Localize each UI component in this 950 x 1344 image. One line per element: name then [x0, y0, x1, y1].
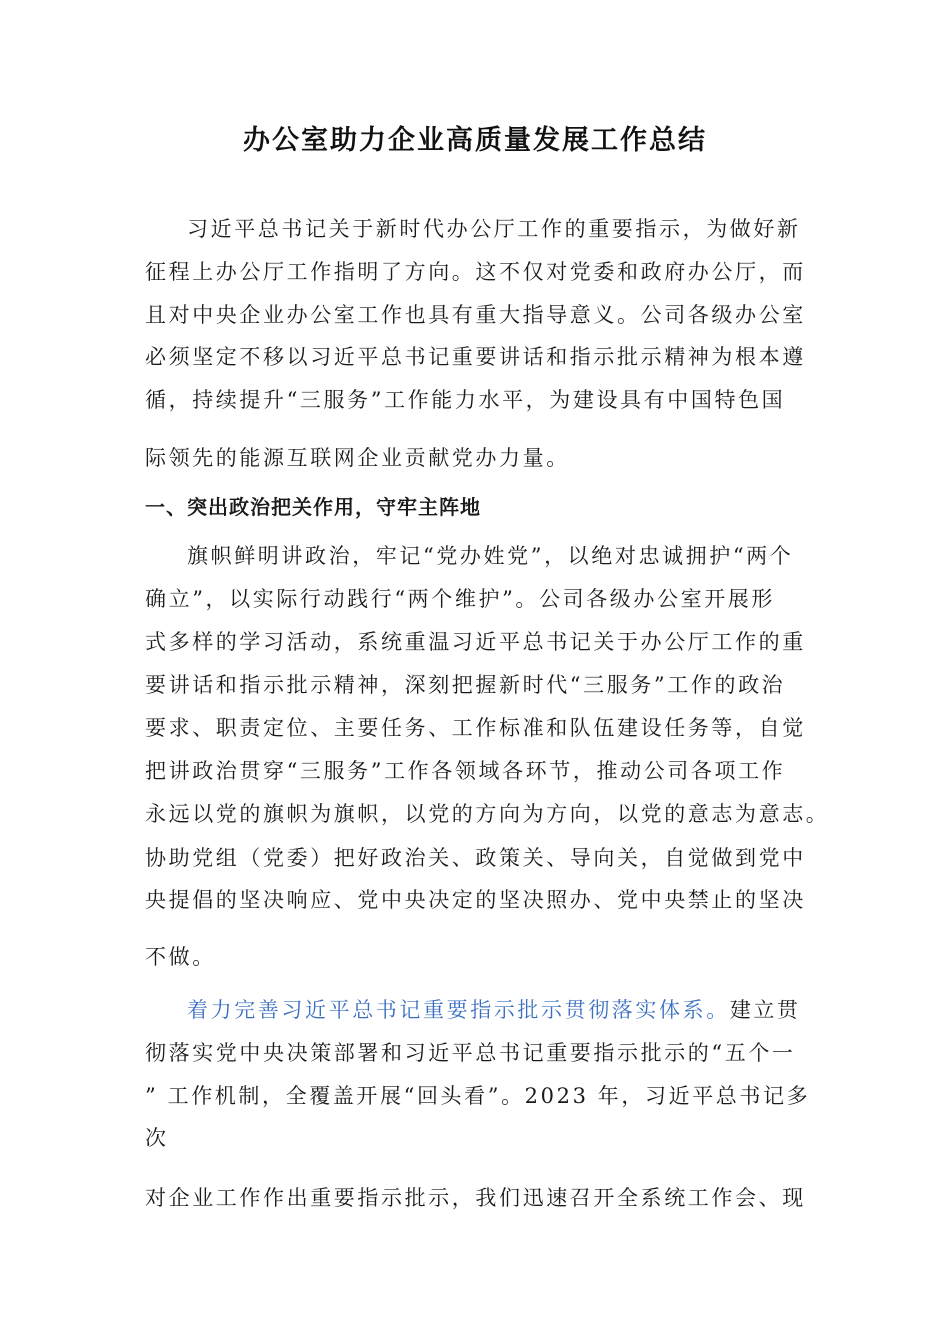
section1-line: 不做。 [145, 945, 216, 969]
highlighted-lead: 着力完善习近平总书记重要指示批示贯彻落实体系。 [187, 998, 730, 1022]
intro-line: 征程上办公厅工作指明了方向。这不仅对党委和政府办公厅，而 [145, 260, 806, 284]
section1-line: 确立”，以实际行动践行“两个维护”。公司各级办公室开展形 [145, 587, 776, 611]
section1-line: 旗帜鲜明讲政治，牢记“党办姓党”，以绝对忠诚拥护“两个 [187, 544, 794, 568]
section1-line: 把讲政治贯穿“三服务”工作各领域各环节，推动公司各项工作 [145, 759, 786, 783]
para2-line: ” 工作机制，全覆盖开展“回头看”。2023 年，习近平总书记多 [145, 1084, 811, 1108]
section1-line: 央提倡的坚决响应、党中央决定的坚决照办、党中央禁止的坚决 [145, 888, 806, 912]
section1-line: 要讲话和指示批示精神，深刻把握新时代“三服务”工作的政治 [145, 673, 786, 697]
intro-line: 际领先的能源互联网企业贡献党办力量。 [145, 446, 570, 470]
section1-line: 协助党组（党委）把好政治关、政策关、导向关，自觉做到党中 [145, 846, 806, 870]
section-heading: 一、突出政治把关作用，守牢主阵地 [145, 495, 481, 519]
para2-line: 彻落实党中央决策部署和习近平总书记重要指示批示的“五个一 [145, 1041, 796, 1065]
intro-line: 必须坚定不移以习近平总书记重要讲话和指示批示精神为根本遵 [145, 345, 806, 369]
intro-line: 且对中央企业办公室工作也具有重大指导意义。公司各级办公室 [145, 303, 806, 327]
section1-line: 永远以党的旗帜为旗帜，以党的方向为方向，以党的意志为意志。 [145, 802, 830, 826]
para2-line: 次 [145, 1126, 169, 1150]
intro-line: 循，持续提升“三服务”工作能力水平，为建设具有中国特色国 [145, 388, 786, 412]
section1-line: 要求、职责定位、主要任务、工作标准和队伍建设任务等，自觉 [145, 716, 806, 740]
para2-first-line [187, 995, 801, 1025]
document-title: 办公室助力企业高质量发展工作总结 [243, 125, 707, 156]
intro-line: 习近平总书记关于新时代办公厅工作的重要指示，为做好新 [187, 217, 801, 241]
para3-line: 对企业工作作出重要指示批示，我们迅速召开全系统工作会、现 [145, 1186, 806, 1210]
section1-line: 式多样的学习活动，系统重温习近平总书记关于办公厅工作的重 [145, 630, 806, 654]
para2-first-rest: 建立贯 [729, 998, 801, 1022]
